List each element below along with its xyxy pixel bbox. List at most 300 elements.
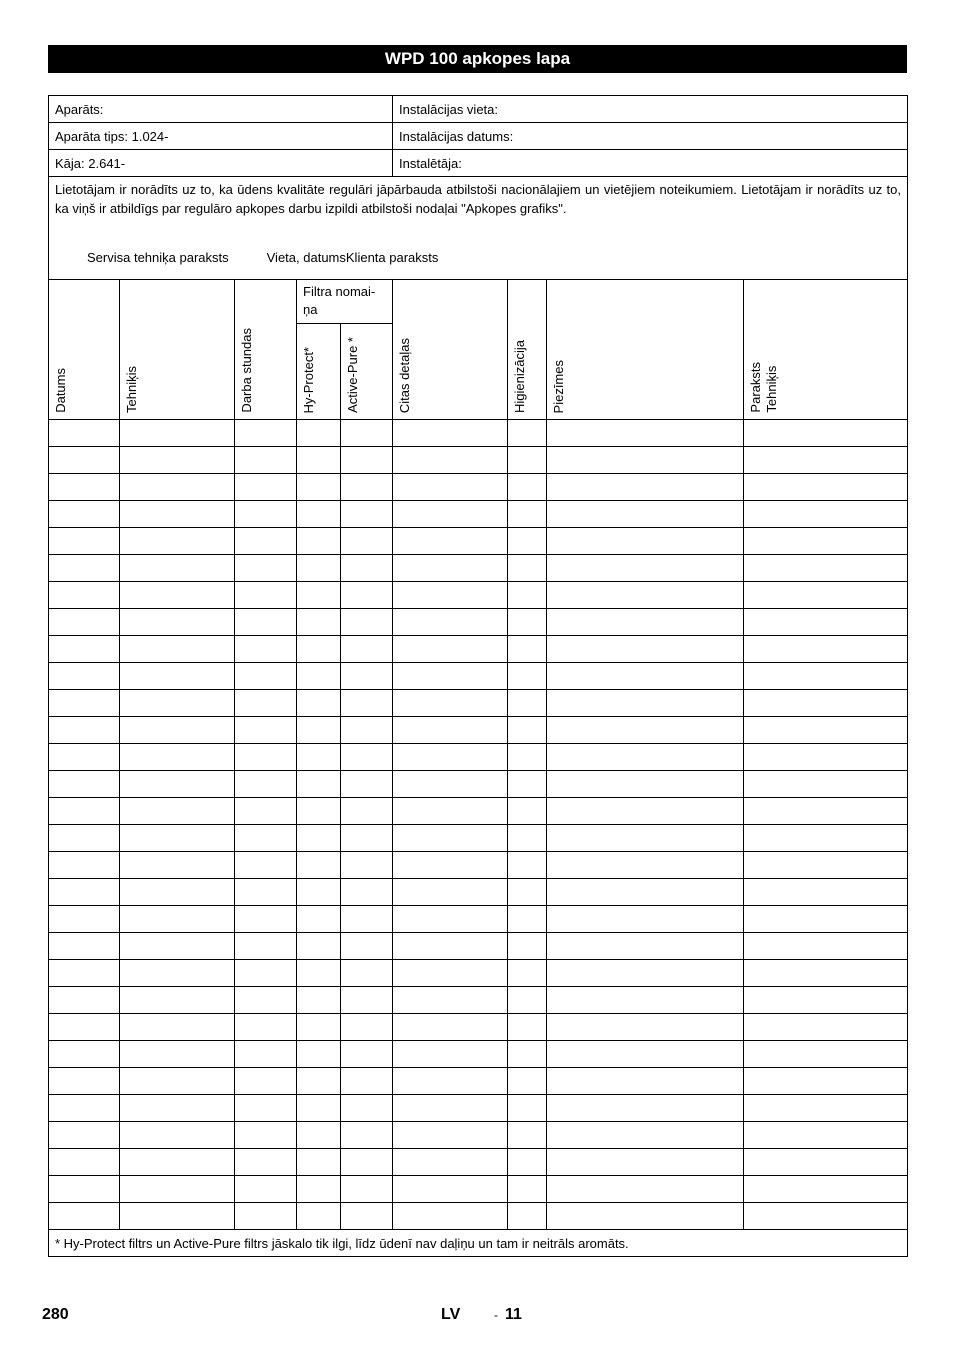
table-cell[interactable] [508, 1014, 547, 1041]
table-row [49, 1122, 908, 1149]
table-cell[interactable] [547, 1176, 744, 1203]
info-installer[interactable]: Instalētāja: [393, 150, 908, 177]
table-cell[interactable] [297, 1014, 341, 1041]
table-cell[interactable] [120, 717, 235, 744]
table-cell[interactable] [297, 1041, 341, 1068]
table-cell[interactable] [49, 1068, 120, 1095]
table-cell[interactable] [547, 663, 744, 690]
table-row [49, 1068, 908, 1095]
table-row [49, 771, 908, 798]
table-cell[interactable] [341, 663, 393, 690]
table-cell[interactable] [744, 933, 908, 960]
table-cell[interactable] [744, 1176, 908, 1203]
table-cell[interactable] [120, 744, 235, 771]
table-cell[interactable] [508, 582, 547, 609]
table-cell[interactable] [547, 447, 744, 474]
table-cell[interactable] [341, 501, 393, 528]
table-cell[interactable] [341, 447, 393, 474]
table-cell[interactable] [120, 420, 235, 447]
table-cell[interactable] [120, 1149, 235, 1176]
table-cell[interactable] [120, 528, 235, 555]
table-cell[interactable] [120, 852, 235, 879]
table-cell[interactable] [297, 474, 341, 501]
table-cell[interactable] [49, 609, 120, 636]
table-cell[interactable] [120, 1068, 235, 1095]
table-cell[interactable] [508, 528, 547, 555]
table-cell[interactable] [547, 933, 744, 960]
table-cell[interactable] [235, 1095, 297, 1122]
col-header-filter-change: Filtra nomai- ņa [297, 280, 393, 324]
table-cell[interactable] [508, 555, 547, 582]
table-cell[interactable] [235, 1122, 297, 1149]
table-cell[interactable] [744, 447, 908, 474]
table-cell[interactable] [393, 636, 508, 663]
table-cell[interactable] [120, 690, 235, 717]
table-cell[interactable] [120, 1014, 235, 1041]
table-cell[interactable] [297, 1068, 341, 1095]
table-cell[interactable] [393, 987, 508, 1014]
table-cell[interactable] [297, 852, 341, 879]
table-cell[interactable] [297, 1203, 341, 1230]
table-cell[interactable] [547, 879, 744, 906]
table-cell[interactable] [297, 933, 341, 960]
table-cell[interactable] [547, 690, 744, 717]
table-cell[interactable] [393, 798, 508, 825]
table-cell[interactable] [120, 1203, 235, 1230]
table-cell[interactable] [393, 1176, 508, 1203]
table-cell[interactable] [547, 744, 744, 771]
table-cell[interactable] [744, 987, 908, 1014]
table-cell[interactable] [49, 906, 120, 933]
table-cell[interactable] [120, 447, 235, 474]
table-cell[interactable] [235, 933, 297, 960]
table-cell[interactable] [235, 744, 297, 771]
table-cell[interactable] [508, 1041, 547, 1068]
table-row [49, 690, 908, 717]
table-cell[interactable] [744, 690, 908, 717]
table-cell[interactable] [547, 582, 744, 609]
table-cell[interactable] [744, 798, 908, 825]
info-stand[interactable]: Kāja: 2.641- [49, 150, 393, 177]
table-cell[interactable] [297, 771, 341, 798]
table-cell[interactable] [744, 609, 908, 636]
table-cell[interactable] [49, 1014, 120, 1041]
table-cell[interactable] [744, 636, 908, 663]
info-apparatus-type[interactable]: Aparāta tips: 1.024- [49, 123, 393, 150]
table-cell[interactable] [235, 528, 297, 555]
table-cell[interactable] [235, 420, 297, 447]
table-cell[interactable] [341, 717, 393, 744]
table-cell[interactable] [393, 771, 508, 798]
table-cell[interactable] [235, 663, 297, 690]
table-cell[interactable] [49, 825, 120, 852]
col-header-notes: Piezīmes [547, 280, 744, 420]
table-row [49, 798, 908, 825]
table-cell[interactable] [341, 771, 393, 798]
table-cell[interactable] [341, 960, 393, 987]
entry-rows [49, 420, 908, 1230]
table-cell[interactable] [235, 879, 297, 906]
table-cell[interactable] [508, 636, 547, 663]
footnote: * Hy-Protect filtrs un Active-Pure filtrs jāskalo tik ilgi, līdz ūdenī nav daļiņu un tam ir neitrāls aromāts. [49, 1230, 908, 1257]
table-cell[interactable] [393, 852, 508, 879]
table-cell[interactable] [49, 1122, 120, 1149]
table-cell[interactable] [235, 825, 297, 852]
table-cell[interactable] [393, 501, 508, 528]
table-cell[interactable] [120, 1041, 235, 1068]
table-cell[interactable] [547, 960, 744, 987]
table-cell[interactable] [49, 555, 120, 582]
table-cell[interactable] [341, 906, 393, 933]
table-cell[interactable] [547, 555, 744, 582]
table-cell[interactable] [508, 798, 547, 825]
table-cell[interactable] [508, 744, 547, 771]
table-cell[interactable] [547, 528, 744, 555]
table-cell[interactable] [297, 825, 341, 852]
table-cell[interactable] [508, 717, 547, 744]
table-cell[interactable] [508, 879, 547, 906]
table-cell[interactable] [235, 447, 297, 474]
table-cell[interactable] [235, 1176, 297, 1203]
table-row [49, 1176, 908, 1203]
table-cell[interactable] [508, 987, 547, 1014]
table-cell[interactable] [49, 717, 120, 744]
table-cell[interactable] [235, 636, 297, 663]
table-cell[interactable] [341, 1041, 393, 1068]
table-cell[interactable] [49, 528, 120, 555]
table-cell[interactable] [393, 933, 508, 960]
table-cell[interactable] [297, 744, 341, 771]
table-cell[interactable] [235, 1149, 297, 1176]
col-header-work-hours: Darba stundas [235, 280, 297, 420]
table-cell[interactable] [341, 933, 393, 960]
table-cell[interactable] [49, 636, 120, 663]
table-cell[interactable] [235, 906, 297, 933]
table-cell[interactable] [49, 1203, 120, 1230]
info-row-type [49, 123, 908, 150]
table-cell[interactable] [297, 906, 341, 933]
table-row [49, 636, 908, 663]
table-cell[interactable] [341, 1122, 393, 1149]
table-cell[interactable] [235, 717, 297, 744]
table-cell[interactable] [341, 1095, 393, 1122]
table-cell[interactable] [235, 798, 297, 825]
table-cell[interactable] [744, 663, 908, 690]
table-cell[interactable] [120, 960, 235, 987]
table-cell[interactable] [341, 1014, 393, 1041]
table-cell[interactable] [297, 555, 341, 582]
table-cell[interactable] [341, 1203, 393, 1230]
table-cell[interactable] [744, 420, 908, 447]
table-cell[interactable] [744, 474, 908, 501]
table-cell[interactable] [297, 879, 341, 906]
table-cell[interactable] [49, 879, 120, 906]
table-cell[interactable] [49, 1095, 120, 1122]
table-cell[interactable] [547, 609, 744, 636]
table-cell[interactable] [508, 852, 547, 879]
table-cell[interactable] [393, 474, 508, 501]
table-cell[interactable] [547, 474, 744, 501]
table-cell[interactable] [744, 906, 908, 933]
table-cell[interactable] [508, 1122, 547, 1149]
table-cell[interactable] [120, 798, 235, 825]
table-cell[interactable] [393, 582, 508, 609]
table-cell[interactable] [235, 555, 297, 582]
table-cell[interactable] [235, 987, 297, 1014]
table-cell[interactable] [120, 663, 235, 690]
table-cell[interactable] [341, 879, 393, 906]
table-cell[interactable] [297, 636, 341, 663]
table-row [49, 528, 908, 555]
table-cell[interactable] [235, 852, 297, 879]
table-cell[interactable] [49, 690, 120, 717]
table-cell[interactable] [547, 798, 744, 825]
table-cell[interactable] [297, 690, 341, 717]
table-cell[interactable] [393, 1095, 508, 1122]
table-cell[interactable] [508, 663, 547, 690]
table-cell[interactable] [235, 960, 297, 987]
table-cell[interactable] [341, 744, 393, 771]
table-cell[interactable] [547, 501, 744, 528]
table-cell[interactable] [341, 1149, 393, 1176]
table-cell[interactable] [49, 1041, 120, 1068]
table-cell[interactable] [393, 1014, 508, 1041]
table-cell[interactable] [508, 1068, 547, 1095]
table-cell[interactable] [744, 528, 908, 555]
table-cell[interactable] [235, 582, 297, 609]
table-cell[interactable] [49, 663, 120, 690]
table-cell[interactable] [341, 1176, 393, 1203]
table-cell[interactable] [508, 447, 547, 474]
table-row [49, 420, 908, 447]
table-cell[interactable] [547, 1122, 744, 1149]
table-cell[interactable] [341, 636, 393, 663]
info-install-date[interactable]: Instalācijas datums: [393, 123, 908, 150]
table-cell[interactable] [120, 1122, 235, 1149]
info-apparatus[interactable]: Aparāts: [49, 96, 393, 123]
table-cell[interactable] [297, 528, 341, 555]
table-cell[interactable] [235, 1203, 297, 1230]
table-cell[interactable] [297, 609, 341, 636]
table-cell[interactable] [547, 825, 744, 852]
table-cell[interactable] [547, 717, 744, 744]
page-number: 280 [42, 1306, 69, 1323]
table-cell[interactable] [49, 582, 120, 609]
table-cell[interactable] [508, 933, 547, 960]
col-header-hy-protect: Hy-Protect* [297, 324, 341, 420]
table-cell[interactable] [49, 474, 120, 501]
table-cell[interactable] [297, 420, 341, 447]
table-cell[interactable] [120, 636, 235, 663]
table-cell[interactable] [547, 771, 744, 798]
table-cell[interactable] [49, 447, 120, 474]
table-cell[interactable] [547, 906, 744, 933]
table-cell[interactable] [235, 1068, 297, 1095]
table-cell[interactable] [297, 501, 341, 528]
table-cell[interactable] [508, 1095, 547, 1122]
table-cell[interactable] [341, 474, 393, 501]
table-cell[interactable] [393, 420, 508, 447]
table-cell[interactable] [341, 798, 393, 825]
table-cell[interactable] [393, 825, 508, 852]
table-cell[interactable] [120, 1095, 235, 1122]
table-cell[interactable] [235, 1014, 297, 1041]
table-cell[interactable] [297, 1149, 341, 1176]
table-cell[interactable] [49, 933, 120, 960]
table-cell[interactable] [393, 609, 508, 636]
table-cell[interactable] [120, 987, 235, 1014]
table-cell[interactable] [393, 528, 508, 555]
table-cell[interactable] [744, 744, 908, 771]
table-cell[interactable] [341, 582, 393, 609]
table-cell[interactable] [508, 1149, 547, 1176]
table-cell[interactable] [508, 420, 547, 447]
table-cell[interactable] [393, 960, 508, 987]
table-cell[interactable] [744, 771, 908, 798]
table-cell[interactable] [744, 852, 908, 879]
table-cell[interactable] [297, 960, 341, 987]
table-cell[interactable] [508, 771, 547, 798]
table-cell[interactable] [120, 1176, 235, 1203]
table-cell[interactable] [120, 582, 235, 609]
table-cell[interactable] [547, 1068, 744, 1095]
table-cell[interactable] [547, 987, 744, 1014]
table-cell[interactable] [744, 1068, 908, 1095]
table-cell[interactable] [547, 1014, 744, 1041]
table-cell[interactable] [393, 1203, 508, 1230]
table-cell[interactable] [393, 663, 508, 690]
table-cell[interactable] [393, 1122, 508, 1149]
table-cell[interactable] [508, 474, 547, 501]
table-cell[interactable] [744, 1203, 908, 1230]
table-cell[interactable] [120, 771, 235, 798]
table-cell[interactable] [744, 1014, 908, 1041]
table-cell[interactable] [120, 879, 235, 906]
table-cell[interactable] [744, 582, 908, 609]
table-cell[interactable] [120, 933, 235, 960]
table-cell[interactable] [341, 609, 393, 636]
table-cell[interactable] [508, 906, 547, 933]
table-cell[interactable] [393, 906, 508, 933]
table-cell[interactable] [120, 825, 235, 852]
table-cell[interactable] [744, 501, 908, 528]
table-cell[interactable] [49, 960, 120, 987]
table-row [49, 825, 908, 852]
table-cell[interactable] [120, 906, 235, 933]
info-row-stand [49, 150, 908, 177]
table-cell[interactable] [341, 690, 393, 717]
table-cell[interactable] [297, 1122, 341, 1149]
table-cell[interactable] [297, 798, 341, 825]
table-cell[interactable] [297, 1176, 341, 1203]
table-cell[interactable] [393, 1041, 508, 1068]
table-cell[interactable] [547, 1149, 744, 1176]
table-cell[interactable] [297, 582, 341, 609]
table-cell[interactable] [508, 609, 547, 636]
table-cell[interactable] [235, 771, 297, 798]
table-cell[interactable] [297, 987, 341, 1014]
table-cell[interactable] [547, 852, 744, 879]
table-cell[interactable] [393, 555, 508, 582]
table-cell[interactable] [120, 474, 235, 501]
info-row-apparatus [49, 96, 908, 123]
table-cell[interactable] [341, 987, 393, 1014]
table-cell[interactable] [120, 609, 235, 636]
table-cell[interactable] [49, 987, 120, 1014]
table-cell[interactable] [393, 744, 508, 771]
table-cell[interactable] [297, 447, 341, 474]
sub-page-number: 11 [505, 1306, 522, 1323]
table-cell[interactable] [508, 960, 547, 987]
table-cell[interactable] [235, 474, 297, 501]
table-cell[interactable] [547, 1095, 744, 1122]
table-cell[interactable] [393, 690, 508, 717]
table-cell[interactable] [393, 717, 508, 744]
table-cell[interactable] [744, 879, 908, 906]
info-install-location[interactable]: Instalācijas vieta: [393, 96, 908, 123]
table-cell[interactable] [744, 960, 908, 987]
table-cell[interactable] [547, 1203, 744, 1230]
table-cell[interactable] [508, 1176, 547, 1203]
table-cell[interactable] [508, 501, 547, 528]
table-cell[interactable] [120, 555, 235, 582]
table-cell[interactable] [744, 1122, 908, 1149]
table-cell[interactable] [744, 1095, 908, 1122]
table-cell[interactable] [341, 825, 393, 852]
table-cell[interactable] [235, 1041, 297, 1068]
note-row [49, 177, 908, 280]
table-cell[interactable] [341, 420, 393, 447]
table-cell[interactable] [744, 717, 908, 744]
table-cell[interactable] [744, 1149, 908, 1176]
table-cell[interactable] [49, 744, 120, 771]
table-cell[interactable] [341, 555, 393, 582]
table-cell[interactable] [508, 825, 547, 852]
table-cell[interactable] [508, 690, 547, 717]
table-cell[interactable] [547, 636, 744, 663]
table-cell[interactable] [49, 852, 120, 879]
table-cell[interactable] [744, 825, 908, 852]
table-cell[interactable] [49, 501, 120, 528]
table-cell[interactable] [744, 555, 908, 582]
table-cell[interactable] [547, 420, 744, 447]
table-row [49, 1014, 908, 1041]
table-cell[interactable] [393, 447, 508, 474]
table-cell[interactable] [297, 1095, 341, 1122]
table-cell[interactable] [49, 798, 120, 825]
table-cell[interactable] [235, 609, 297, 636]
table-cell[interactable] [235, 501, 297, 528]
table-cell[interactable] [49, 1176, 120, 1203]
table-cell[interactable] [49, 420, 120, 447]
table-cell[interactable] [341, 528, 393, 555]
table-cell[interactable] [547, 1041, 744, 1068]
table-cell[interactable] [235, 690, 297, 717]
table-cell[interactable] [393, 879, 508, 906]
table-cell[interactable] [393, 1149, 508, 1176]
table-cell[interactable] [297, 663, 341, 690]
table-cell[interactable] [341, 1068, 393, 1095]
table-cell[interactable] [508, 1203, 547, 1230]
table-cell[interactable] [49, 1149, 120, 1176]
table-cell[interactable] [120, 501, 235, 528]
table-row [49, 1149, 908, 1176]
table-cell[interactable] [393, 1068, 508, 1095]
table-cell[interactable] [49, 771, 120, 798]
table-cell[interactable] [297, 717, 341, 744]
table-cell[interactable] [744, 1041, 908, 1068]
table-cell[interactable] [341, 852, 393, 879]
